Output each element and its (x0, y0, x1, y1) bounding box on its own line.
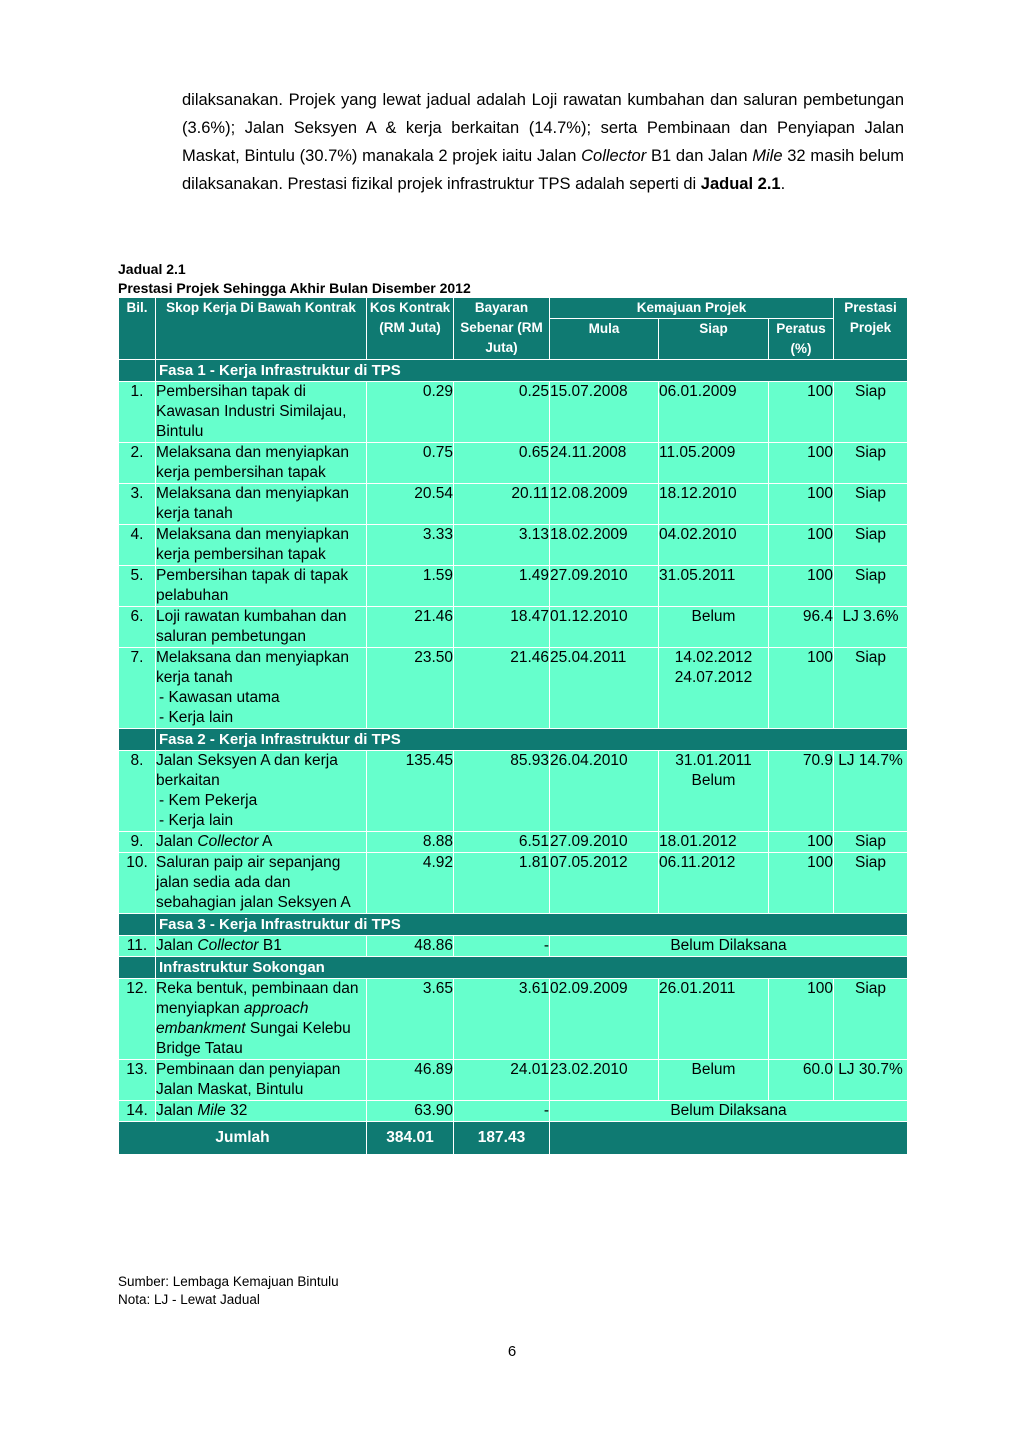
start-date: 27.09.2010 (550, 566, 659, 607)
not-implemented: Belum Dilaksana (550, 936, 908, 957)
contract-cost: 1.59 (367, 566, 454, 607)
performance-status: Siap (834, 979, 908, 1060)
start-date: 15.07.2008 (550, 382, 659, 443)
percent-complete: 100 (769, 484, 834, 525)
total-label: Jumlah (119, 1122, 367, 1155)
table-title: Prestasi Projek Sehingga Akhir Bulan Disember 2012 (118, 280, 471, 296)
table-row (119, 853, 908, 914)
paragraph-run: Collector (581, 147, 647, 165)
table-row (119, 566, 908, 607)
end-date: 31.01.2011 Belum (659, 751, 769, 832)
start-date: 25.04.2011 (550, 648, 659, 729)
performance-table (118, 297, 908, 1155)
row-scope: Melaksana dan menyiapkan kerja tanah (156, 484, 367, 525)
table-row (119, 484, 908, 525)
end-date: 31.05.2011 (659, 566, 769, 607)
row-scope: Jalan Seksyen A dan kerja berkaitan - Kem Pekerja - Kerja lain (156, 751, 367, 832)
percent-complete: 100 (769, 443, 834, 484)
start-date: 18.02.2009 (550, 525, 659, 566)
actual-payment: 18.47 (454, 607, 550, 648)
percent-complete: 100 (769, 832, 834, 853)
contract-cost: 23.50 (367, 648, 454, 729)
table-header (119, 298, 908, 360)
start-date: 23.02.2010 (550, 1060, 659, 1101)
end-date: Belum (659, 1060, 769, 1101)
header-bayaran: Bayaran Sebenar (RM Juta) (454, 298, 550, 360)
scope-subitem: - Kerja lain (159, 709, 234, 726)
row-scope: Jalan Collector A (156, 832, 367, 853)
row-number: 14. (119, 1101, 156, 1122)
actual-payment: 6.51 (454, 832, 550, 853)
row-scope: Saluran paip air sepanjang jalan sedia ada dan sebahagian jalan Seksyen A (156, 853, 367, 914)
total-payment: 187.43 (454, 1122, 550, 1155)
contract-cost: 8.88 (367, 832, 454, 853)
row-number: 7. (119, 648, 156, 729)
contract-cost: 135.45 (367, 751, 454, 832)
contract-cost: 0.29 (367, 382, 454, 443)
total-cost: 384.01 (367, 1122, 454, 1155)
row-number: 5. (119, 566, 156, 607)
section-spacer (119, 957, 156, 979)
contract-cost: 0.75 (367, 443, 454, 484)
header-bil: Bil. (119, 298, 156, 360)
percent-complete: 100 (769, 853, 834, 914)
abbreviation-note: Nota: LJ - Lewat Jadual (118, 1292, 260, 1307)
actual-payment: - (454, 1101, 550, 1122)
percent-complete: 100 (769, 525, 834, 566)
header-kemajuan: Kemajuan Projek (550, 298, 834, 319)
row-number: 3. (119, 484, 156, 525)
source-note: Sumber: Lembaga Kemajuan Bintulu (118, 1274, 339, 1289)
percent-complete: 96.4 (769, 607, 834, 648)
performance-status: Siap (834, 443, 908, 484)
actual-payment: 20.11 (454, 484, 550, 525)
header-kos: Kos Kontrak (RM Juta) (367, 298, 454, 360)
table-row (119, 525, 908, 566)
body-paragraph (182, 86, 904, 198)
row-scope: Jalan Collector B1 (156, 936, 367, 957)
scope-subitem: - Kem Pekerja (159, 792, 258, 809)
actual-payment: - (454, 936, 550, 957)
contract-cost: 63.90 (367, 1101, 454, 1122)
paragraph-run: B1 dan Jalan (646, 147, 753, 165)
end-date: 11.05.2009 (659, 443, 769, 484)
start-date: 26.04.2010 (550, 751, 659, 832)
row-number: 2. (119, 443, 156, 484)
table-label: Jadual 2.1 (118, 261, 186, 277)
table-row (119, 936, 908, 957)
row-number: 4. (119, 525, 156, 566)
header-skop: Skop Kerja Di Bawah Kontrak (156, 298, 367, 360)
start-date: 02.09.2009 (550, 979, 659, 1060)
contract-cost: 20.54 (367, 484, 454, 525)
section-spacer (119, 360, 156, 382)
performance-status: LJ 14.7% (834, 751, 908, 832)
table-body (119, 360, 908, 1155)
performance-status: Siap (834, 525, 908, 566)
percent-complete: 100 (769, 648, 834, 729)
section-row (119, 360, 908, 382)
total-row (119, 1122, 908, 1155)
actual-payment: 0.65 (454, 443, 550, 484)
table-row (119, 607, 908, 648)
start-date: 01.12.2010 (550, 607, 659, 648)
end-date: 06.11.2012 (659, 853, 769, 914)
table-row (119, 1060, 908, 1101)
table-row (119, 382, 908, 443)
table-row (119, 979, 908, 1060)
row-scope: Melaksana dan menyiapkan kerja tanah - Kawasan utama - Kerja lain (156, 648, 367, 729)
percent-complete: 100 (769, 979, 834, 1060)
end-date: 06.01.2009 (659, 382, 769, 443)
header-peratus: Peratus (%) (769, 319, 834, 360)
actual-payment: 3.61 (454, 979, 550, 1060)
row-scope: Melaksana dan menyiapkan kerja pembersihan tapak (156, 525, 367, 566)
paragraph-run: Mile (752, 147, 783, 165)
section-row (119, 729, 908, 751)
actual-payment: 3.13 (454, 525, 550, 566)
start-date: 24.11.2008 (550, 443, 659, 484)
section-title: Fasa 2 - Kerja Infrastruktur di TPS (156, 729, 908, 751)
percent-complete: 70.9 (769, 751, 834, 832)
section-spacer (119, 729, 156, 751)
row-scope: Pembersihan tapak di Kawasan Industri Similajau, Bintulu (156, 382, 367, 443)
start-date: 12.08.2009 (550, 484, 659, 525)
paragraph-run: . (780, 175, 786, 193)
table-row (119, 832, 908, 853)
header-mula: Mula (550, 319, 659, 360)
page-number: 6 (507, 1343, 517, 1360)
row-number: 8. (119, 751, 156, 832)
paragraph-run: 32 masih belum dilaksanakan. Prestasi fizikal projek infrastruktur TPS adalah seperti di (182, 147, 904, 193)
end-date: 04.02.2010 (659, 525, 769, 566)
actual-payment: 1.49 (454, 566, 550, 607)
row-scope: Loji rawatan kumbahan dan saluran pembetungan (156, 607, 367, 648)
end-date: 26.01.2011 (659, 979, 769, 1060)
row-scope: Jalan Mile 32 (156, 1101, 367, 1122)
contract-cost: 3.65 (367, 979, 454, 1060)
performance-status: Siap (834, 566, 908, 607)
row-number: 10. (119, 853, 156, 914)
row-number: 11. (119, 936, 156, 957)
paragraph-run: dilaksanakan. Projek yang lewat jadual adalah Loji rawatan kumbahan dan saluran pembetungan (3.6%); Jalan Seksyen A & kerja berkaitan (14.7%); serta Pembinaan dan Penyiapan Jalan Maskat, Bintulu (30.7%) manakala 2 projek iaitu Jalan (182, 91, 904, 165)
table-row (119, 1101, 908, 1122)
table-row (119, 751, 908, 832)
performance-status: LJ 30.7% (834, 1060, 908, 1101)
scope-subitem: - Kerja lain (159, 812, 234, 829)
row-number: 6. (119, 607, 156, 648)
section-title: Infrastruktur Sokongan (156, 957, 908, 979)
contract-cost: 21.46 (367, 607, 454, 648)
row-number: 13. (119, 1060, 156, 1101)
start-date: 27.09.2010 (550, 832, 659, 853)
performance-status: LJ 3.6% (834, 607, 908, 648)
table-row (119, 443, 908, 484)
actual-payment: 85.93 (454, 751, 550, 832)
start-date: 07.05.2012 (550, 853, 659, 914)
end-date: 14.02.2012 24.07.2012 (659, 648, 769, 729)
actual-payment: 24.01 (454, 1060, 550, 1101)
row-scope: Melaksana dan menyiapkan kerja pembersihan tapak (156, 443, 367, 484)
row-number: 1. (119, 382, 156, 443)
performance-status: Siap (834, 648, 908, 729)
header-siap: Siap (659, 319, 769, 360)
actual-payment: 1.81 (454, 853, 550, 914)
table-row (119, 648, 908, 729)
performance-status: Siap (834, 382, 908, 443)
not-implemented: Belum Dilaksana (550, 1101, 908, 1122)
paragraph-run: Jadual 2.1 (700, 175, 781, 193)
performance-status: Siap (834, 484, 908, 525)
percent-complete: 100 (769, 566, 834, 607)
end-date: Belum (659, 607, 769, 648)
section-row (119, 957, 908, 979)
total-empty (550, 1122, 908, 1155)
performance-status: Siap (834, 832, 908, 853)
row-number: 9. (119, 832, 156, 853)
section-row (119, 914, 908, 936)
actual-payment: 21.46 (454, 648, 550, 729)
section-title: Fasa 3 - Kerja Infrastruktur di TPS (156, 914, 908, 936)
percent-complete: 60.0 (769, 1060, 834, 1101)
row-scope: Pembersihan tapak di tapak pelabuhan (156, 566, 367, 607)
end-date: 18.12.2010 (659, 484, 769, 525)
performance-status: Siap (834, 853, 908, 914)
header-prestasi: Prestasi Projek (834, 298, 908, 360)
actual-payment: 0.25 (454, 382, 550, 443)
contract-cost: 46.89 (367, 1060, 454, 1101)
row-scope: Pembinaan dan penyiapan Jalan Maskat, Bintulu (156, 1060, 367, 1101)
end-date: 18.01.2012 (659, 832, 769, 853)
row-number: 12. (119, 979, 156, 1060)
row-scope: Reka bentuk, pembinaan dan menyiapkan approach embankment Sungai Kelebu Bridge Tatau (156, 979, 367, 1060)
contract-cost: 4.92 (367, 853, 454, 914)
percent-complete: 100 (769, 382, 834, 443)
section-spacer (119, 914, 156, 936)
contract-cost: 3.33 (367, 525, 454, 566)
scope-subitem: - Kawasan utama (159, 689, 280, 706)
contract-cost: 48.86 (367, 936, 454, 957)
section-title: Fasa 1 - Kerja Infrastruktur di TPS (156, 360, 908, 382)
